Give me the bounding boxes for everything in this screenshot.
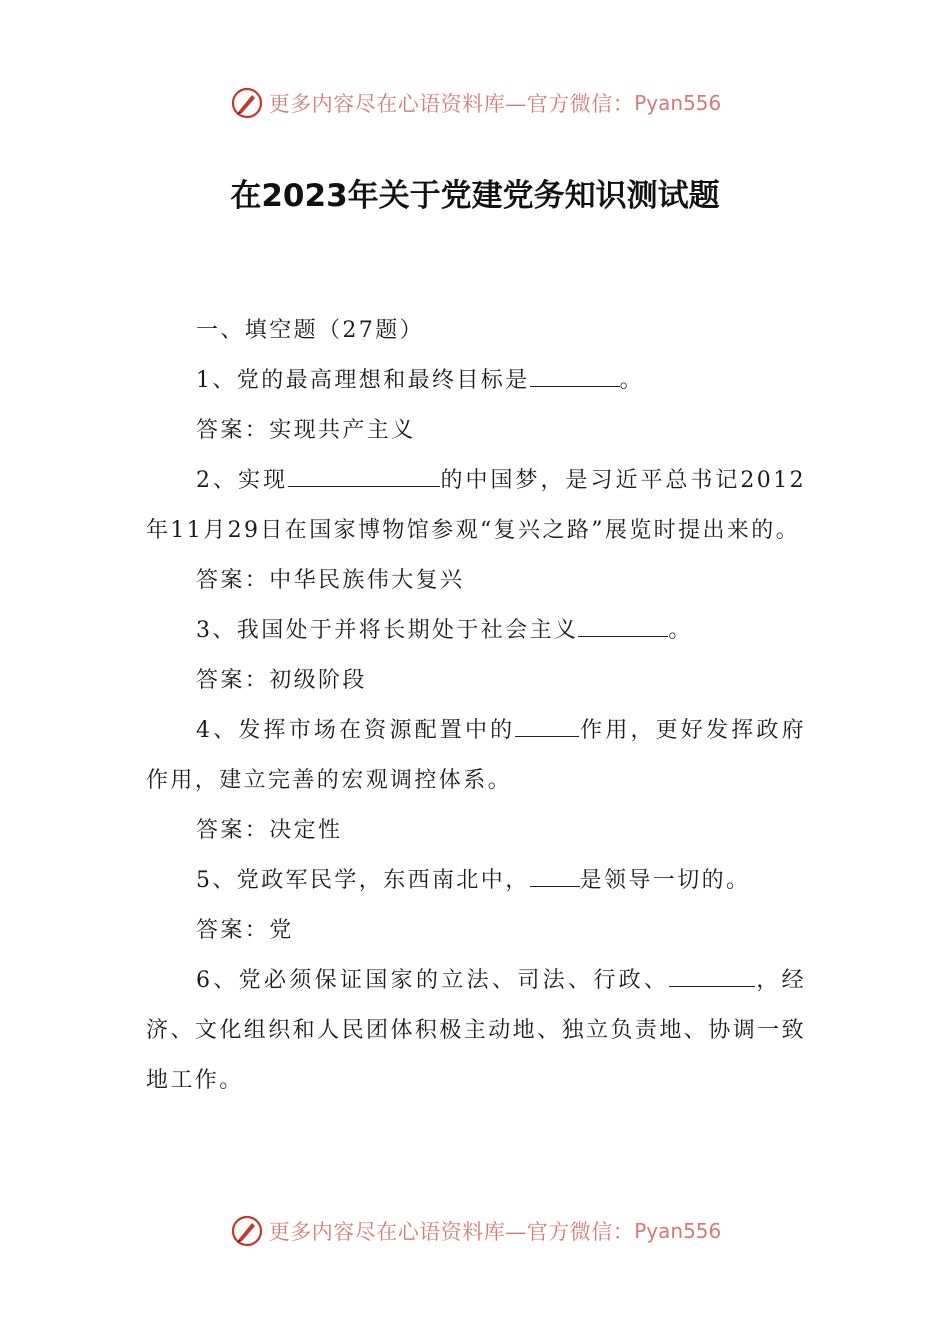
watermark-handle: Pyan556 [634,1219,722,1243]
answer-blank [578,606,668,637]
question-5: 5、党政军民学，东西南北中， 是领导一切的。 [146,856,806,906]
question-2: 2、实现 的中国梦，是习近平总书记2012年11月29日在国家博物馆参观“复兴之路”展览时提出来的。 [146,456,806,556]
question-4: 4、发挥市场在资源配置中的 作用，更好发挥政府作用，建立完善的宏观调控体系。 [146,706,806,806]
answer-blank [530,356,620,387]
pen-logo-icon [229,85,265,121]
watermark-banner-top [0,83,950,123]
watermark-text: 更多内容尽在心语资料库—官方微信： [268,92,635,116]
answer-1: 答案：实现共产主义 [196,418,416,443]
answer-blank [669,956,755,987]
question-3: 3、我国处于并将长期处于社会主义 。 [146,606,806,656]
answer-4: 答案：决定性 [196,818,343,843]
answer-blank [515,706,579,737]
question-1: 1、党的最高理想和最终目标是 。 [146,356,806,406]
section-heading: 一、填空题（27题） [196,318,424,343]
answer-blank [530,856,580,887]
document-body [146,306,806,1106]
pen-logo-icon [229,1213,265,1249]
answer-3: 答案：初级阶段 [196,668,367,693]
answer-2: 答案：中华民族伟大复兴 [196,568,465,593]
document-title: 在2023年关于党建党务知识测试题 [230,178,720,214]
answer-5: 答案：党 [196,918,294,943]
question-6: 6、党必须保证国家的立法、司法、行政、 ，经济、文化组织和人民团体积极主动地、独立负责地、协调一致地工作。 [146,956,806,1106]
watermark-text: 更多内容尽在心语资料库—官方微信： [268,1220,635,1244]
watermark-banner-bottom [0,1211,950,1251]
answer-blank [288,456,440,487]
watermark-handle: Pyan556 [634,91,722,115]
